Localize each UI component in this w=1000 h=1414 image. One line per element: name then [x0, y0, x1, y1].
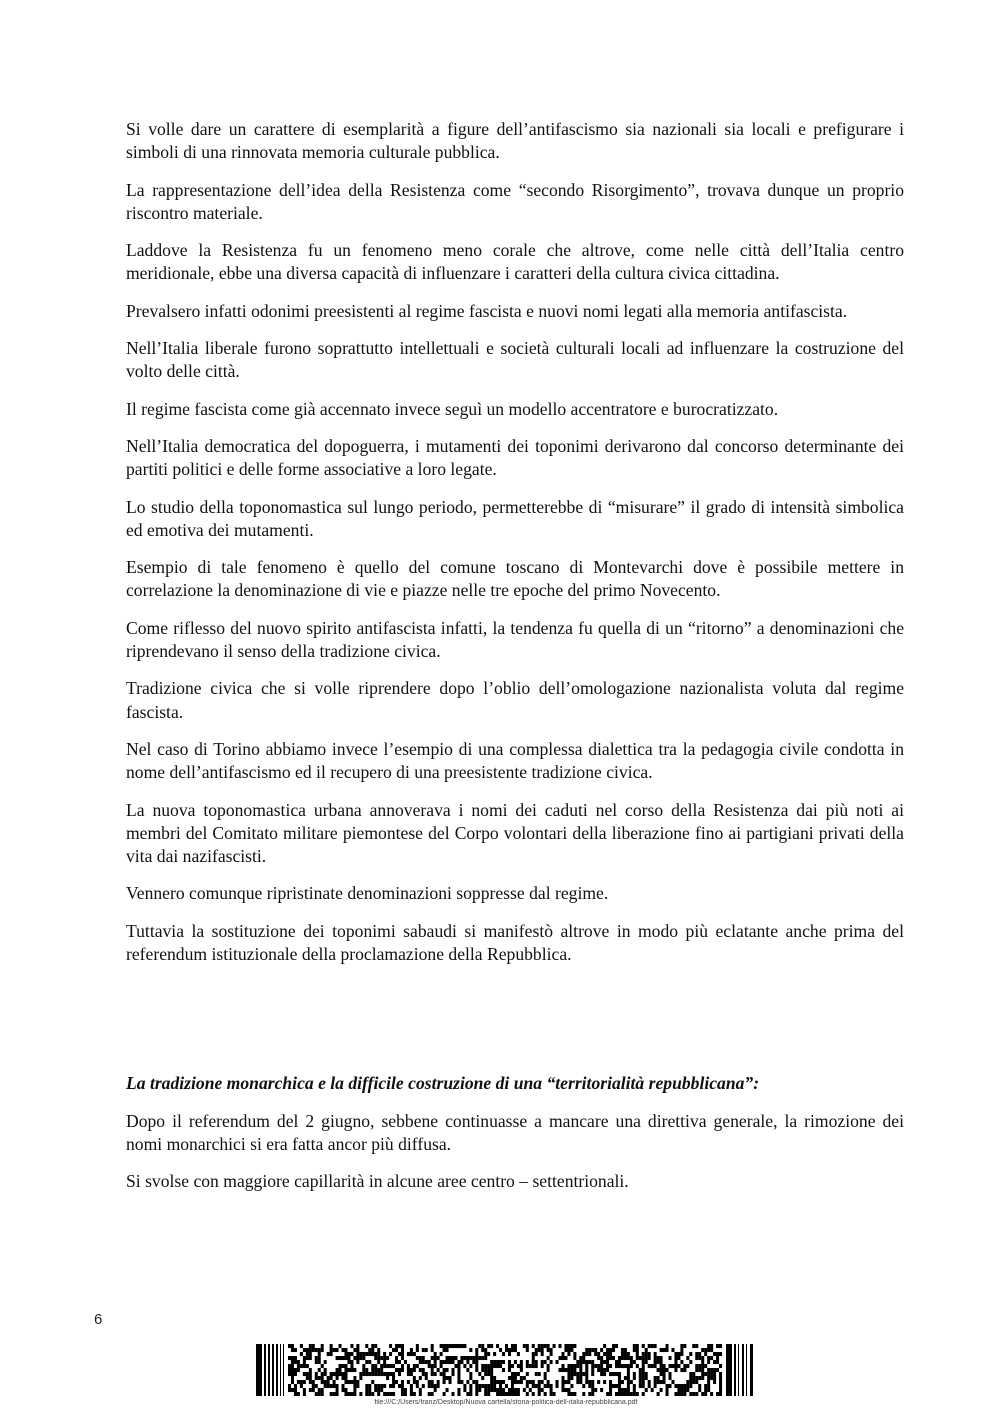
- document-body: [126, 118, 904, 1208]
- paragraph: Prevalsero infatti odonimi preesistenti al regime fascista e nuovi nomi legati alla memoria antifascista.: [126, 300, 848, 321]
- paragraph: Nell’Italia democratica del dopoguerra, i mutamenti dei toponimi derivarono dal concorso determinante dei partiti politici e delle forme associative a loro legate.: [126, 435, 904, 480]
- paragraph: Vennero comunque ripristinate denominazioni soppresse dal regime.: [126, 883, 609, 904]
- paragraph: Tuttavia la sostituzione dei toponimi sabaudi si manifestò altrove in modo più eclatante anche prima del referendum istituzionale della proclamazione della Repubblica.: [126, 920, 904, 965]
- file-path-footer: file:///C:/Users/franz/Desktop/Nuova cartella/storia-politica-dell-italia-repubblicana.pdf: [374, 1399, 638, 1406]
- paragraph: Nel caso di Torino abbiamo invece l’esempio di una complessa dialettica tra la pedagogia civile condotta in nome dell’antifascismo ed il recupero di una preesistente tradizione civica.: [126, 738, 904, 783]
- paragraph: Dopo il referendum del 2 giugno, sebbene continuasse a mancare una direttiva generale, la rimozione dei nomi monarchici si era fatta ancor più diffusa.: [126, 1110, 904, 1154]
- paragraph: Si volle dare un carattere di esemplarità a figure dell’antifascismo sia nazionali sia locali e prefigurare i simboli di una rinnovata memoria culturale pubblica.: [126, 119, 904, 163]
- paragraph: Esempio di tale fenomeno è quello del comune toscano di Montevarchi dove è possibile mettere in correlazione la denominazione di vie e piazze nelle tre epoche del primo Novecento.: [126, 557, 904, 601]
- paragraph: Laddove la Resistenza fu un fenomeno meno corale che altrove, come nelle città dell’Italia centro meridionale, ebbe una diversa capacità di influenzare i caratteri della cultura civica cittadina.: [126, 240, 904, 284]
- paragraph: La nuova toponomastica urbana annoverava i nomi dei caduti nel corso della Resistenza dai più noti ai membri del Comitato militare piemontese del Corpo volontari della liberazione fino ai partigiani privati della vita dai nazifascisti.: [126, 799, 904, 867]
- section-heading: La tradizione monarchica e la difficile costruzione di una “territorialità repubblicana”:: [126, 1073, 760, 1094]
- barcode-icon: [256, 1344, 756, 1396]
- paragraph: Nell’Italia liberale furono soprattutto intellettuali e società culturali locali ad influenzare la costruzione del volto delle città.: [126, 338, 904, 382]
- paragraph: Tradizione civica che si volle riprendere dopo l’oblio dell’omologazione nazionalista voluta dal regime fascista.: [126, 678, 904, 722]
- paragraph: La rappresentazione dell’idea della Resistenza come “secondo Risorgimento”, trovava dunque un proprio riscontro materiale.: [126, 179, 904, 223]
- paragraph: Si svolse con maggiore capillarità in alcune aree centro – settentrionali.: [126, 1171, 629, 1192]
- paragraph: Come riflesso del nuovo spirito antifascista infatti, la tendenza fu quella di un “ritorno” a denominazioni che riprendevano il senso della tradizione civica.: [126, 617, 904, 662]
- paragraph: Lo studio della toponomastica sul lungo periodo, permetterebbe di “misurare” il grado di intensità simbolica ed emotiva dei mutamenti.: [126, 496, 904, 540]
- page-number: 6: [94, 1311, 103, 1328]
- paragraph: Il regime fascista come già accennato invece seguì un modello accentratore e burocratizzato.: [126, 398, 779, 419]
